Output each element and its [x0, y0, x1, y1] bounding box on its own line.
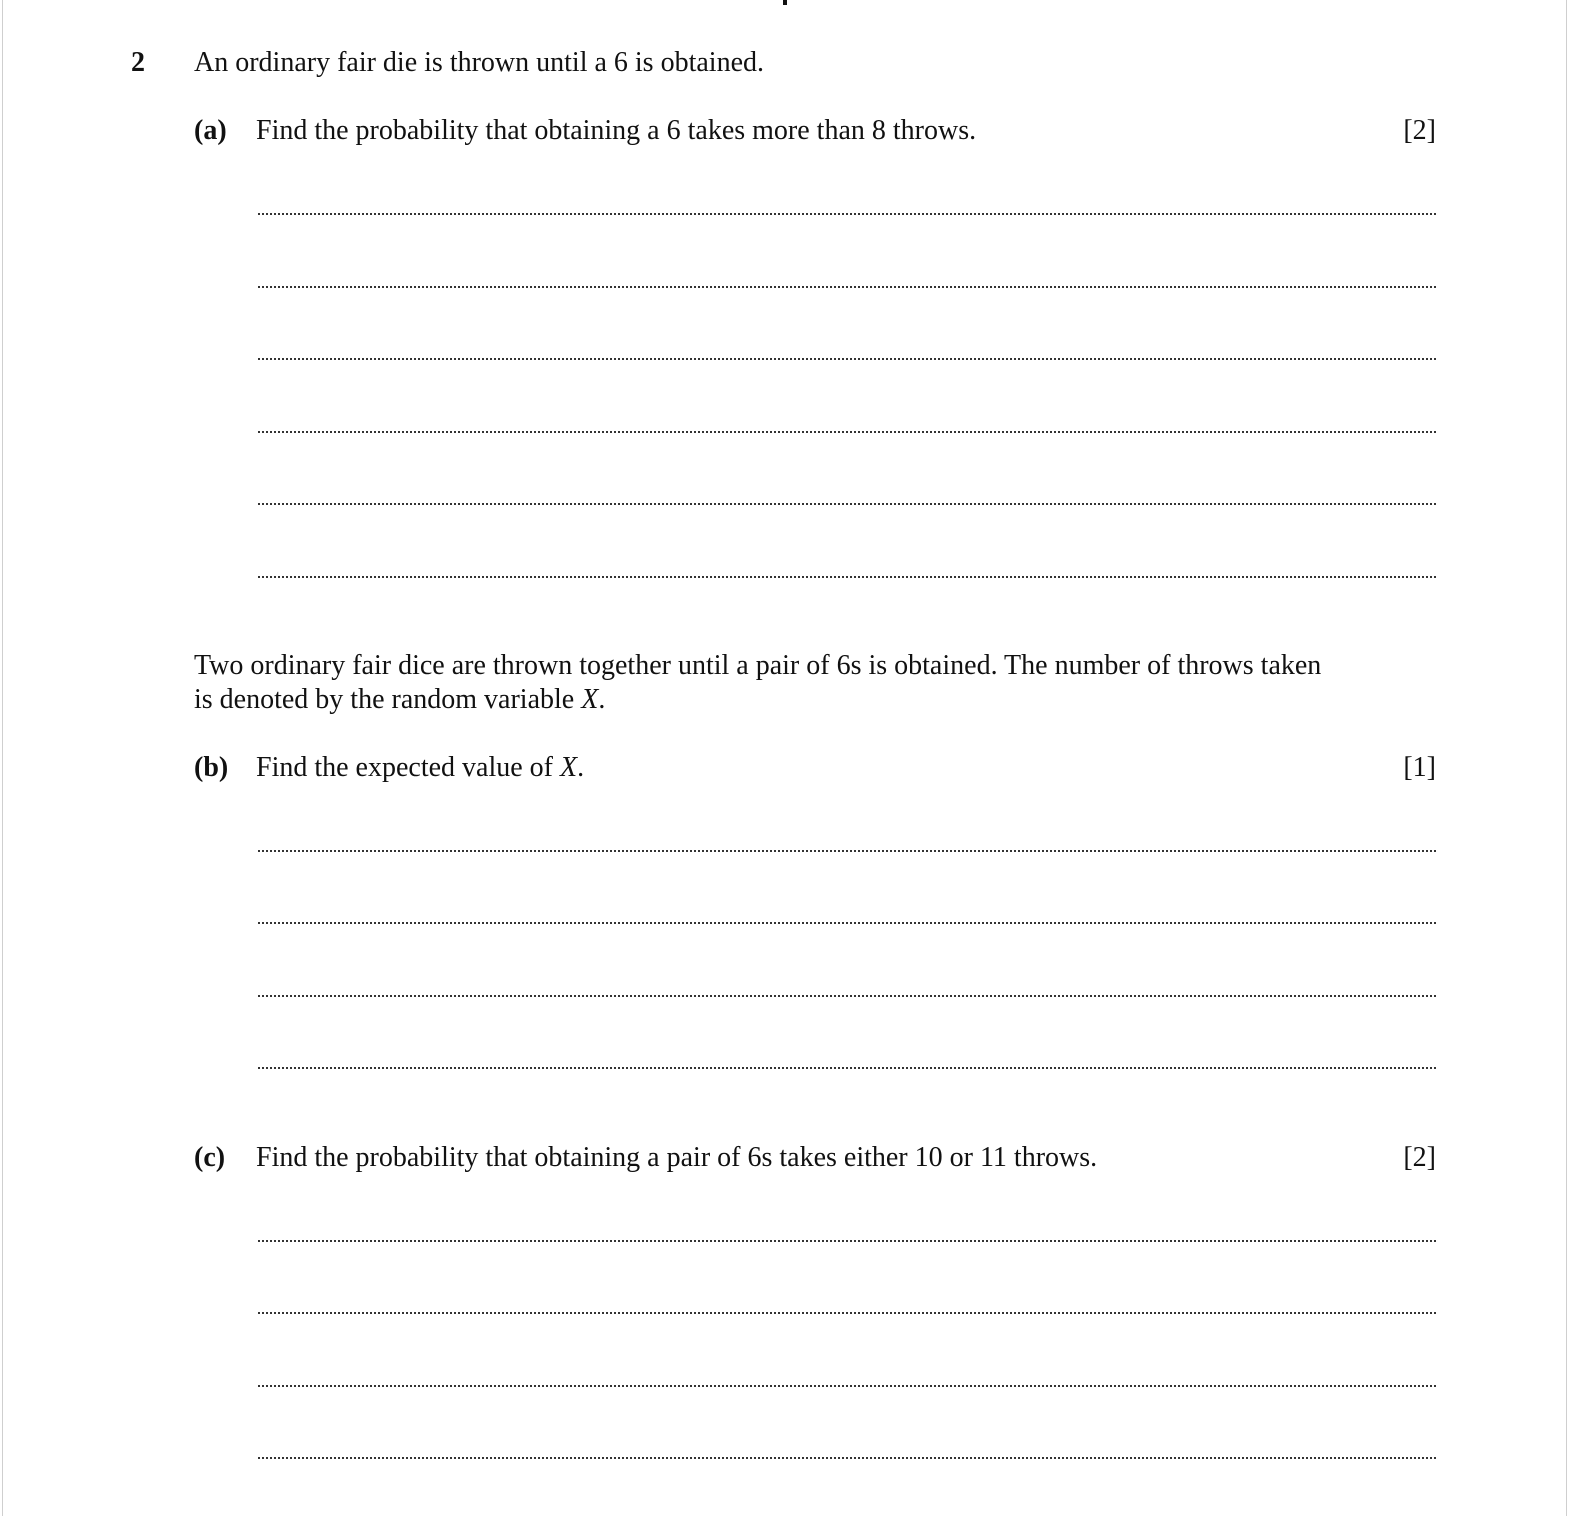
answer-line-a-5[interactable] [258, 503, 1436, 505]
answer-line-c-4[interactable] [258, 1457, 1436, 1459]
question-number: 2 [131, 47, 145, 78]
answer-line-a-1[interactable] [258, 213, 1436, 215]
part-b-variable-x: X [560, 752, 578, 783]
stem-line-2-after: . [598, 684, 606, 715]
part-b-text [256, 751, 584, 785]
part-b-marks: [1] [1403, 752, 1436, 783]
part-c-marks: [2] [1403, 1142, 1436, 1173]
question-intro: An ordinary fair die is thrown until a 6 is obtained. [194, 47, 764, 78]
answer-line-a-3[interactable] [258, 358, 1436, 360]
answer-line-b-3[interactable] [258, 995, 1436, 997]
answer-line-c-2[interactable] [258, 1312, 1436, 1314]
part-a-text: Find the probability that obtaining a 6 takes more than 8 throws. [256, 115, 977, 146]
stem-line-2 [194, 683, 605, 717]
stem-line-1: Two ordinary fair dice are thrown together until a pair of 6s is obtained. The number of throws taken [194, 650, 1322, 681]
page-right-edge [1566, 0, 1567, 1516]
part-c-label: (c) [194, 1142, 226, 1173]
page-left-edge [2, 0, 3, 1516]
answer-line-b-2[interactable] [258, 922, 1436, 924]
answer-line-b-4[interactable] [258, 1067, 1436, 1069]
stem-line-2-before: is denoted by the random variable [194, 684, 582, 715]
random-variable-x: X [581, 684, 599, 715]
answer-line-a-2[interactable] [258, 286, 1436, 288]
part-a-marks: [2] [1403, 115, 1436, 146]
part-b-text-before: Find the expected value of [256, 752, 561, 783]
answer-line-b-1[interactable] [258, 850, 1436, 852]
part-c-text: Find the probability that obtaining a pair of 6s takes either 10 or 11 throws. [256, 1142, 1098, 1173]
part-b-text-after: . [577, 752, 585, 783]
answer-line-c-1[interactable] [258, 1240, 1436, 1242]
part-a-label: (a) [194, 115, 227, 146]
top-crop-mark [783, 0, 787, 5]
answer-line-c-3[interactable] [258, 1385, 1436, 1387]
answer-line-a-4[interactable] [258, 431, 1436, 433]
part-b-label: (b) [194, 752, 229, 783]
answer-line-a-6[interactable] [258, 576, 1436, 578]
